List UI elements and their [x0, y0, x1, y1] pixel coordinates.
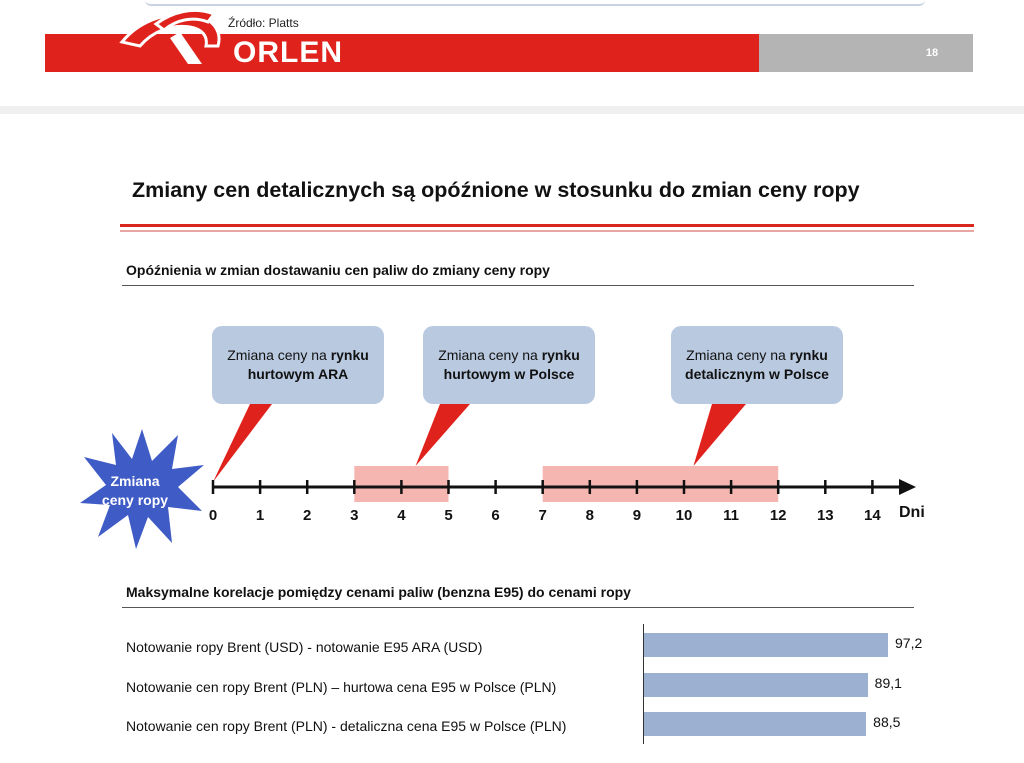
axis-unit-label: Dni	[899, 504, 925, 521]
correlation-bar-2	[644, 673, 868, 697]
axis-tick-label: 1	[255, 507, 265, 524]
axis-tick-label: 11	[723, 507, 740, 524]
axis-tick-label: 10	[675, 507, 693, 524]
axis-tick-label: 3	[350, 507, 359, 524]
axis-tick-label: 6	[491, 507, 500, 524]
axis-tick-label: 2	[303, 507, 312, 524]
callout-poland-wholesale: Zmiana ceny na rynku hurtowym w Polsce	[423, 326, 595, 404]
correlation-value-3: 88,5	[873, 714, 901, 730]
timeline-arrowhead	[899, 479, 916, 495]
delay-range-highlight-2	[543, 466, 779, 502]
correlation-bar-3	[644, 712, 866, 736]
page-number: 18	[925, 47, 939, 59]
axis-tick-label: 8	[585, 507, 594, 524]
correlation-value-1: 97,2	[895, 635, 923, 651]
orlen-logo-text: ORLEN	[233, 36, 343, 69]
correlation-label-3: Notowanie cen ropy Brent (PLN) - detaliczna cena E95 w Polsce (PLN)	[126, 718, 567, 734]
axis-tick-label: 0	[208, 507, 218, 524]
slide-title: Zmiany cen detalicznych są opóźnione w stosunku do zmian ceny ropy	[132, 178, 860, 202]
callout-pointer-1	[213, 404, 272, 482]
callout-pointer-2	[416, 404, 470, 466]
axis-tick-label: 13	[816, 507, 834, 524]
axis-tick-label: 5	[444, 507, 453, 524]
axis-tick-label: 9	[632, 507, 642, 524]
callout-pointer-3	[693, 404, 746, 466]
axis-tick-label: 14	[864, 507, 881, 524]
correlation-heading-rule	[122, 607, 914, 608]
callout-ara-wholesale: Zmiana ceny na rynku hurtowym ARA	[212, 326, 384, 404]
correlation-bar-1	[644, 633, 888, 657]
correlation-value-2: 89,1	[874, 675, 902, 691]
correlation-label-2: Notowanie cen ropy Brent (PLN) – hurtowa cena E95 w Polsce (PLN)	[126, 679, 557, 695]
axis-tick-label: 7	[538, 507, 547, 524]
callout-poland-retail: Zmiana ceny na rynku detalicznym w Polsce	[671, 326, 843, 404]
timeline-heading: Opóźnienia w zmian dostawaniu cen paliw do zmiany ceny ropy	[126, 262, 550, 278]
correlation-heading: Maksymalne korelacje pomiędzy cenami paliw (benzna E95) do cenami ropy	[126, 584, 631, 600]
axis-tick-label: 12	[769, 507, 787, 524]
correlation-label-1: Notowanie ropy Brent (USD) - notowanie E95 ARA (USD)	[126, 639, 483, 655]
axis-tick-label: 4	[397, 507, 406, 524]
source-note: Źródło: Platts	[228, 16, 299, 30]
burst-label: Zmiana ceny ropy	[101, 473, 169, 508]
